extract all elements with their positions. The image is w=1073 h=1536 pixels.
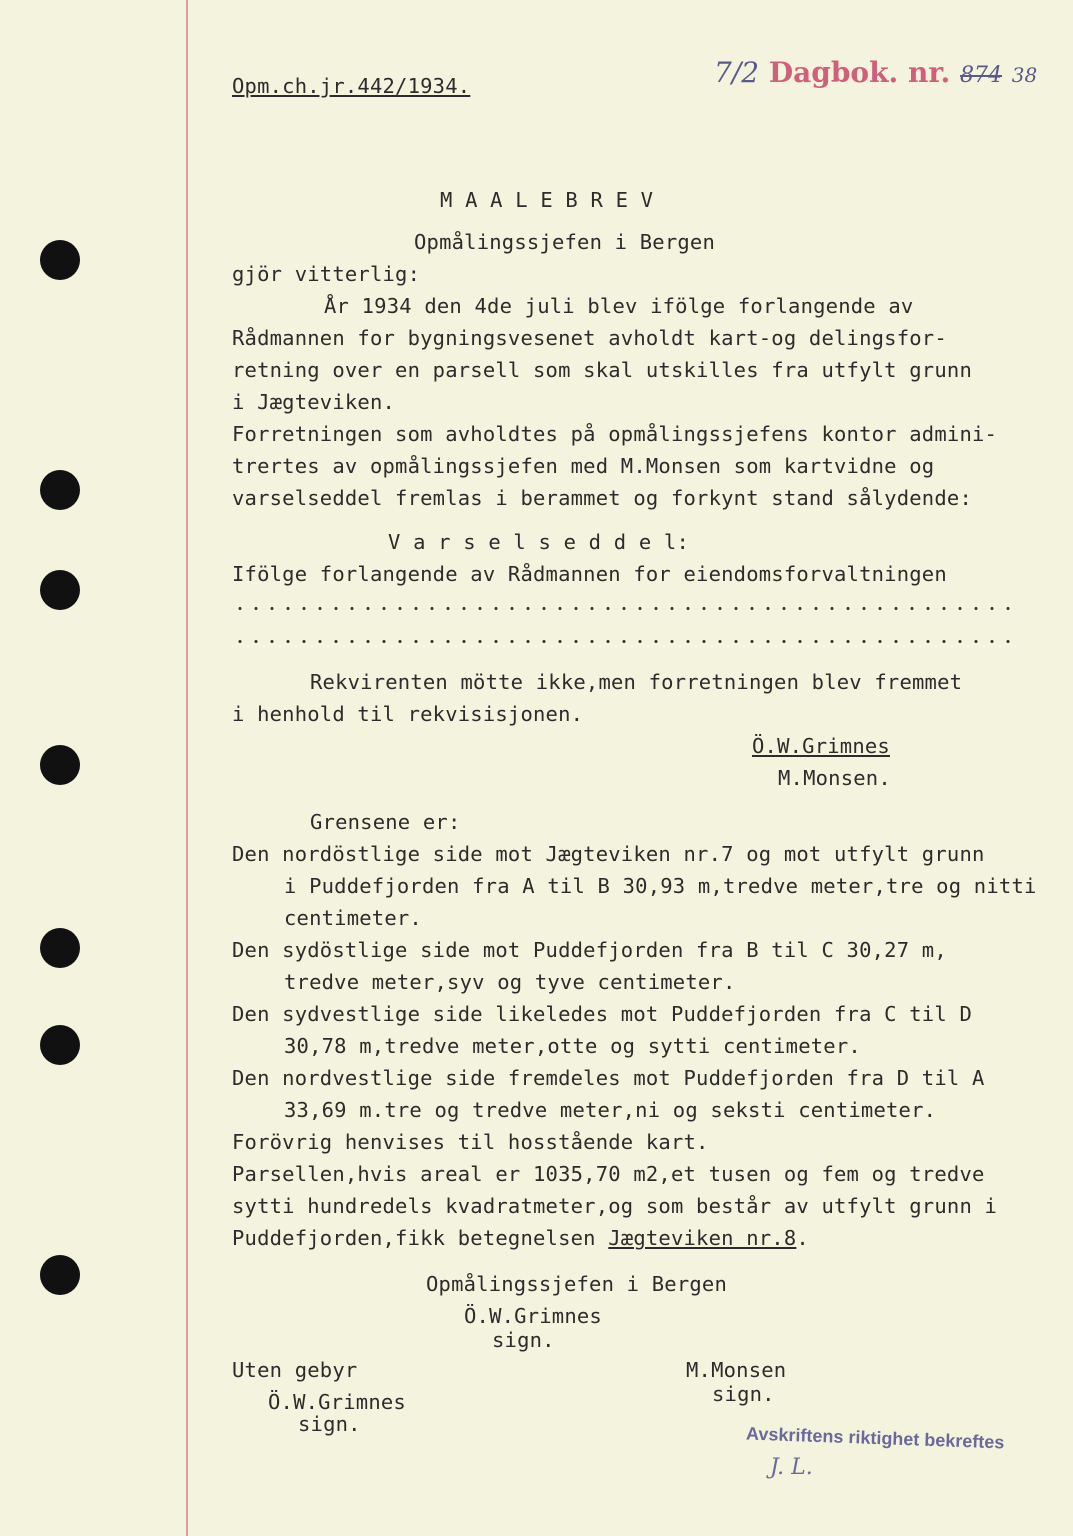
text-line: Opmålingssjefen i Bergen — [414, 230, 716, 254]
text-line: sytti hundredels kvadratmeter,og som består av utfylt grunn i — [232, 1194, 998, 1218]
text-line: Rådmannen for bygningsvesenet avholdt kart-og delingsfor- — [232, 326, 947, 350]
text-line: Den nordvestlige side fremdeles mot Puddefjorden fra D til A — [232, 1066, 985, 1090]
stamp-number: 874 — [960, 63, 1003, 88]
stamp-label: Dagbok. nr. — [768, 56, 951, 89]
signature-sign: sign. — [492, 1328, 555, 1352]
property-designation: Jægteviken nr.8 — [608, 1226, 797, 1250]
signature-name: Ö.W.Grimnes — [268, 1390, 406, 1414]
text-line: centimeter. — [284, 906, 422, 930]
notice-heading: V a r s e l s e d d e l: — [388, 530, 690, 554]
text-line: Den nordöstlige side mot Jægteviken nr.7 og mot utfylt grunn — [232, 842, 985, 866]
signature-sign: sign. — [298, 1412, 361, 1436]
text-line: Ifölge forlangende av Rådmannen for eiendomsforvaltningen — [232, 562, 947, 586]
text-line: varselseddel fremlas i berammet og forkynt stand sålydende: — [232, 486, 972, 510]
dotted-line — [232, 607, 1012, 610]
diary-stamp — [714, 56, 1037, 89]
text-line: i Jægteviken. — [232, 390, 396, 414]
text-line: Grensene er: — [310, 810, 461, 834]
text-line: retning over en parsell som skal utskilles fra utfylt grunn — [232, 358, 972, 382]
text-line: Parsellen,hvis areal er 1035,70 m2,et tusen og fem og tredve — [232, 1162, 985, 1186]
margin-line — [186, 0, 188, 1536]
fee-note: Uten gebyr — [232, 1358, 358, 1382]
document-title: M A A L E B R E V — [440, 188, 654, 212]
text-segment: Puddefjorden,fikk betegnelsen — [232, 1226, 609, 1250]
text-line: Forövrig henvises til hosstående kart. — [232, 1130, 709, 1154]
text-line — [232, 1226, 809, 1250]
text-line: i henhold til rekvisisjonen. — [232, 702, 584, 726]
punch-hole — [40, 1025, 80, 1065]
text-line: i Puddefjorden fra A til B 30,93 m,tredve meter,tre og nitti — [284, 874, 1037, 898]
signature-name: M.Monsen — [686, 1358, 787, 1382]
signature-sign: sign. — [712, 1382, 775, 1406]
text-segment: . — [796, 1226, 809, 1250]
verification-initials: J. L. — [770, 1455, 813, 1480]
text-line: trertes av opmålingssjefen med M.Monsen som kartvidne og — [232, 454, 935, 478]
text-line: tredve meter,syv og tyve centimeter. — [284, 970, 736, 994]
punch-hole — [40, 570, 80, 610]
punch-hole — [40, 1255, 80, 1295]
reference-number: Opm.ch.jr.442/1934. — [232, 74, 471, 98]
text-line: 30,78 m,tredve meter,otte og sytti centimeter. — [284, 1034, 861, 1058]
text-line: Den sydvestlige side likeledes mot Puddefjorden fra C til D — [232, 1002, 972, 1026]
verification-stamp: Avskriftens riktighet bekreftes — [745, 1423, 1005, 1453]
stamp-date: 7/2 — [714, 56, 760, 89]
text-line: År 1934 den 4de juli blev ifölge forlangende av — [324, 294, 914, 318]
punch-hole — [40, 928, 80, 968]
stamp-year: 38 — [1011, 63, 1038, 87]
punch-hole — [40, 745, 80, 785]
signature-name: Ö.W.Grimnes — [752, 734, 890, 758]
text-line: Den sydöstlige side mot Puddefjorden fra B til C 30,27 m, — [232, 938, 947, 962]
signature-name: Ö.W.Grimnes — [464, 1304, 602, 1328]
text-line: gjör vitterlig: — [232, 262, 421, 286]
dotted-line — [232, 640, 1012, 643]
signature-office: Opmålingssjefen i Bergen — [426, 1272, 728, 1296]
text-line: 33,69 m.tre og tredve meter,ni og seksti centimeter. — [284, 1098, 937, 1122]
text-line: Rekvirenten mötte ikke,men forretningen blev fremmet — [310, 670, 963, 694]
punch-hole — [40, 470, 80, 510]
signature-name: M.Monsen. — [778, 766, 891, 790]
punch-hole — [40, 240, 80, 280]
text-line: Forretningen som avholdtes på opmålingssjefens kontor admini- — [232, 422, 998, 446]
